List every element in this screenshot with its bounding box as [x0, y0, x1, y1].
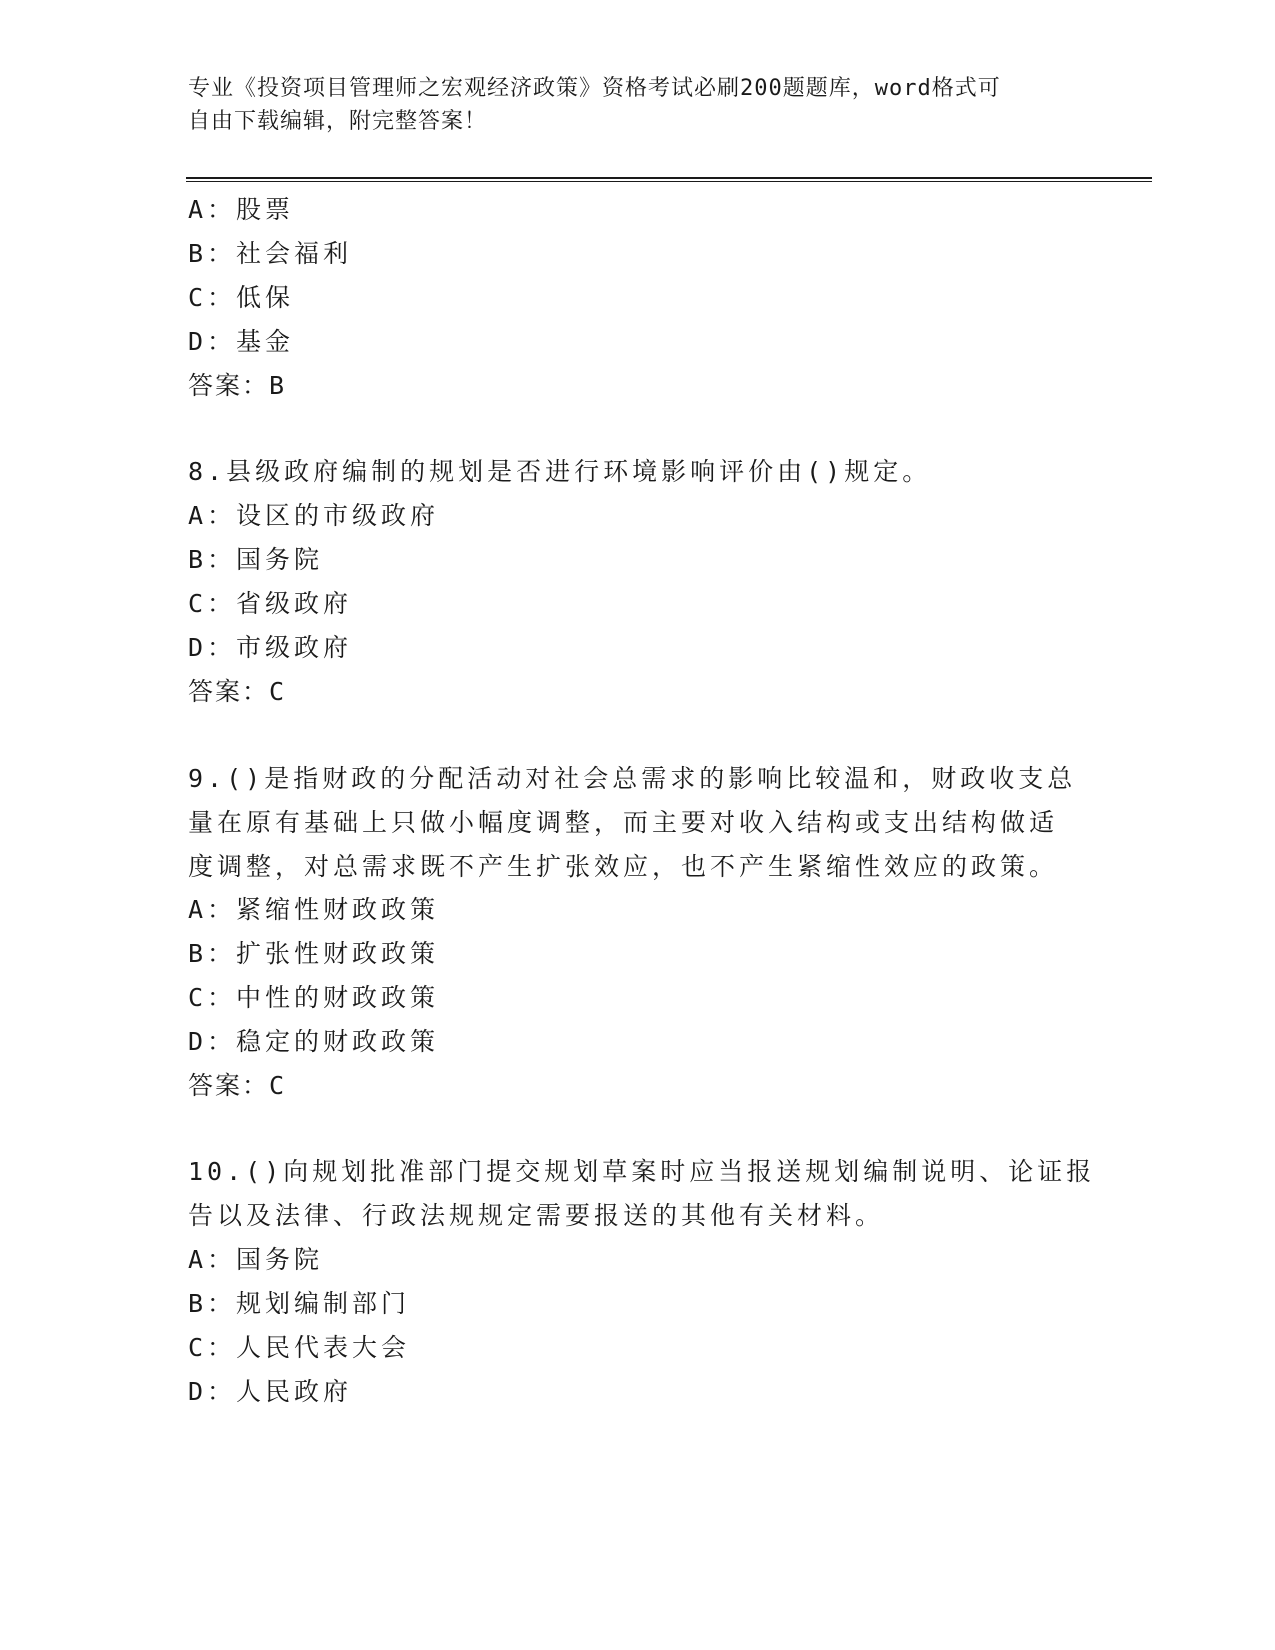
q8-option-d: D：市级政府 — [188, 633, 353, 662]
document-header — [188, 72, 1068, 138]
q10-question-line-2: 告以及法律、行政法规规定需要报送的其他有关材料。 — [188, 1201, 885, 1230]
q8-answer: 答案：C — [188, 677, 287, 706]
header-divider-thick — [186, 177, 1152, 179]
q10-option-b: B：规划编制部门 — [188, 1289, 411, 1318]
q8-option-b: B：国务院 — [188, 545, 324, 574]
q8-question: 8.县级政府编制的规划是否进行环境影响评价由()规定。 — [188, 457, 932, 486]
q7-option-a: A：股票 — [188, 195, 295, 224]
q9-question-line-3: 度调整，对总需求既不产生扩张效应，也不产生紧缩性效应的政策。 — [188, 852, 1059, 881]
q10-option-c: C：人民代表大会 — [188, 1333, 411, 1362]
q7-answer: 答案：B — [188, 371, 287, 400]
q7-option-b: B：社会福利 — [188, 239, 353, 268]
header-divider-thin — [186, 181, 1152, 182]
q9-option-b: B：扩张性财政政策 — [188, 939, 440, 968]
q7-option-d: D：基金 — [188, 327, 295, 356]
q10-question-line-1: 10.()向规划批准部门提交规划草案时应当报送规划编制说明、论证报 — [188, 1157, 1096, 1186]
q8-option-c: C：省级政府 — [188, 589, 353, 618]
q7-option-c: C：低保 — [188, 283, 295, 312]
header-line-1: 专业《投资项目管理师之宏观经济政策》资格考试必刷200题题库，word格式可 — [188, 76, 1001, 101]
q10-option-d: D：人民政府 — [188, 1377, 353, 1406]
q9-answer: 答案：C — [188, 1071, 287, 1100]
q9-question-line-1: 9.()是指财政的分配活动对社会总需求的影响比较温和，财政收支总 — [188, 764, 1077, 793]
q10-option-a: A：国务院 — [188, 1245, 324, 1274]
q9-option-a: A：紧缩性财政政策 — [188, 895, 440, 924]
header-line-2: 自由下载编辑，附完整答案！ — [188, 109, 488, 134]
q9-option-c: C：中性的财政政策 — [188, 983, 440, 1012]
q9-option-d: D：稳定的财政政策 — [188, 1027, 440, 1056]
q8-option-a: A：设区的市级政府 — [188, 501, 440, 530]
q9-question-line-2: 量在原有基础上只做小幅度调整，而主要对收入结构或支出结构做适 — [188, 808, 1059, 837]
